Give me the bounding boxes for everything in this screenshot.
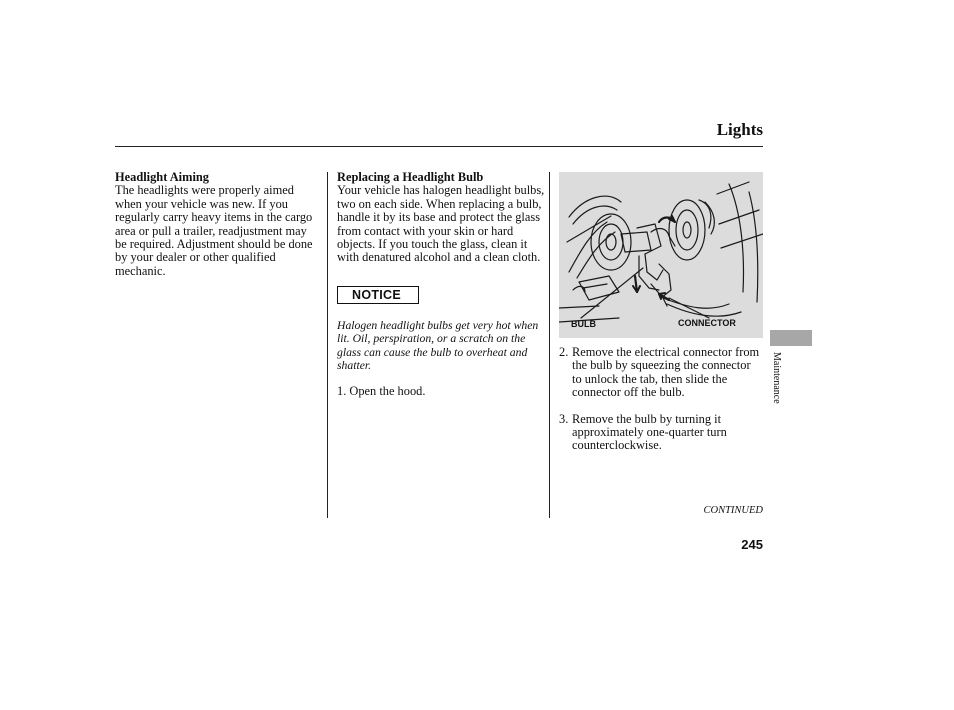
headlight-assembly-drawing <box>559 172 763 338</box>
notice-badge: NOTICE <box>337 286 419 304</box>
procedure-section <box>559 171 763 466</box>
replacing-bulb-heading: Replacing a Headlight Bulb <box>337 170 484 184</box>
step-text: Remove the electrical connector from the bulb by squeezing the connector to unlock the tab, then slide the connector off the bulb. <box>572 345 760 400</box>
page-title: Lights <box>716 120 763 139</box>
headlight-aiming-section <box>115 171 320 278</box>
column-divider-2 <box>549 172 550 518</box>
bulb-label: BULB <box>571 319 596 329</box>
headlight-bulb-illustration <box>559 172 763 338</box>
column-divider-1 <box>327 172 328 518</box>
step-number: 2. <box>559 345 569 359</box>
headlight-aiming-heading: Headlight Aiming <box>115 170 209 184</box>
step-text: Remove the bulb by turning it approximately one-quarter turn counterclockwise. <box>572 411 727 453</box>
step-2 <box>559 346 763 400</box>
notice-text: Halogen headlight bulbs get very hot when lit. Oil, perspiration, or a scratch on the glass can cause the bulb to overheat and shatter. <box>337 318 539 373</box>
title-rule <box>115 146 763 147</box>
headlight-aiming-text: The headlights were properly aimed when your vehicle was new. If you regularly carry heavy items in the cargo area or pull a trailer, readjustment may be required. Adjustment should be done by your dealer or other qualified mechanic. <box>115 183 313 278</box>
page-number: 245 <box>741 537 763 552</box>
section-side-label: Maintenance <box>771 352 782 404</box>
step-3 <box>559 413 763 453</box>
step-1: 1. Open the hood. <box>337 384 426 399</box>
replacing-bulb-section <box>337 171 547 399</box>
connector-label: CONNECTOR <box>678 318 736 328</box>
procedure-steps <box>559 346 763 453</box>
step-number: 3. <box>559 411 569 426</box>
replacing-bulb-text: Your vehicle has halogen headlight bulbs, two on each side. When replacing a bulb, handle it by its base and protect the glass from contact with your skin or hard objects. If you touch the glass, clean it with denatured alcohol and a clean cloth. <box>337 183 545 265</box>
section-tab <box>770 330 812 346</box>
continued-note: CONTINUED <box>703 505 763 516</box>
